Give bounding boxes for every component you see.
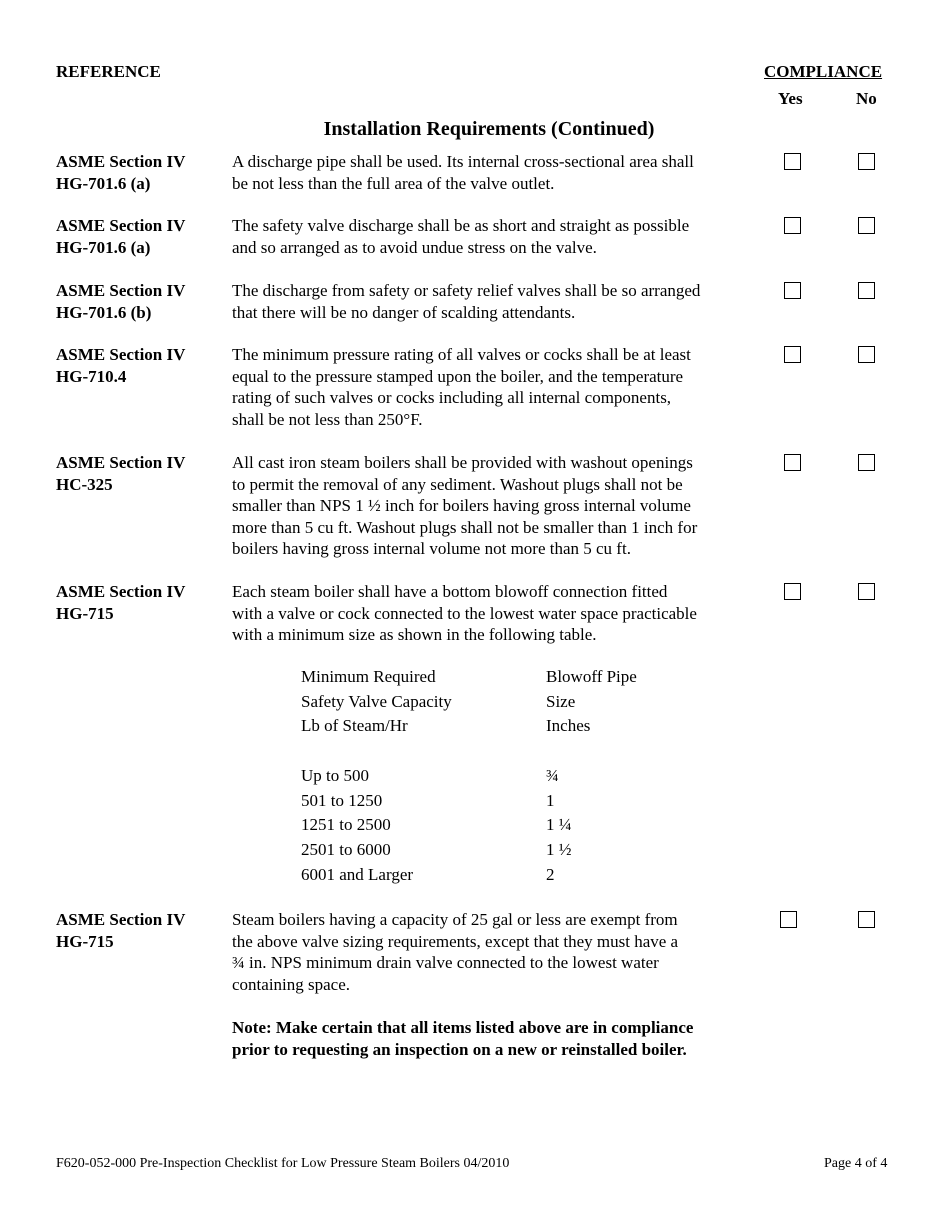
yes-checkbox[interactable] — [784, 346, 801, 363]
reference-line: ASME Section IV — [56, 152, 186, 171]
reference-code: HG-715 — [56, 603, 114, 623]
yes-checkbox[interactable] — [784, 153, 801, 170]
table-cell-capacity: 6001 and Larger — [301, 864, 414, 884]
reference-code: HG-710.4 — [56, 366, 127, 386]
item-reference — [56, 452, 226, 495]
table-cell-size: 1 — [546, 790, 555, 810]
yes-checkbox[interactable] — [784, 454, 801, 471]
text-line: the above valve sizing requirements, except that they must have a — [232, 931, 679, 951]
note-line: Note: Make certain that all items listed above are in compliance — [232, 1018, 694, 1037]
item-requirement-text — [232, 151, 757, 194]
item-reference — [56, 151, 226, 194]
item-reference — [56, 581, 226, 624]
reference-code: HG-701.6 (b) — [56, 302, 152, 322]
reference-code: HG-701.6 (a) — [56, 237, 151, 257]
item-requirement-text — [232, 280, 757, 323]
reference-line: ASME Section IV — [56, 216, 186, 235]
compliance-note — [232, 1017, 757, 1060]
footer-page-number: Page 4 of 4 — [824, 1156, 888, 1171]
text-line: boilers having gross internal volume not more than 5 cu ft. — [232, 539, 631, 558]
item-requirement-text — [232, 909, 757, 995]
text-line: smaller than NPS 1 ½ inch for boilers having gross internal volume — [232, 496, 691, 515]
text-line: containing space. — [232, 974, 351, 994]
table-cell-capacity: 1251 to 2500 — [301, 815, 391, 835]
text-line: The safety valve discharge shall be as short and straight as possible — [232, 216, 690, 235]
table-header-pipe-size: Size — [546, 691, 576, 711]
text-line: with a valve or cock connected to the lowest water space practicable — [232, 603, 697, 623]
text-line: that there will be no danger of scalding attendants. — [232, 302, 576, 322]
table-cell-capacity: 501 to 1250 — [301, 790, 383, 810]
table-cell-size: ¾ — [546, 765, 559, 785]
table-header-pipe-size: Blowoff Pipe — [546, 667, 637, 686]
no-checkbox[interactable] — [858, 583, 875, 600]
reference-line: ASME Section IV — [56, 281, 186, 300]
no-checkbox[interactable] — [858, 911, 875, 928]
item-reference — [56, 909, 226, 952]
item-reference — [56, 344, 226, 387]
reference-line: ASME Section IV — [56, 453, 186, 472]
no-checkbox[interactable] — [858, 282, 875, 299]
yes-column-header: Yes — [778, 89, 803, 108]
text-line: equal to the pressure stamped upon the boiler, and the temperature — [232, 366, 684, 386]
text-line: shall be not less than 250°F. — [232, 409, 423, 429]
table-cell-size: 1 ¼ — [546, 815, 572, 835]
item-requirement-text — [232, 344, 757, 430]
reference-code: HG-701.6 (a) — [56, 173, 151, 193]
table-cell-size: 2 — [546, 864, 555, 884]
item-requirement-text — [232, 581, 757, 646]
text-line: to permit the removal of any sediment. Washout plugs shall not be — [232, 474, 683, 494]
text-line: A discharge pipe shall be used. Its internal cross-sectional area shall — [232, 152, 694, 171]
no-column-header: No — [856, 89, 877, 108]
compliance-column-header: COMPLIANCE — [764, 62, 883, 81]
yes-checkbox[interactable] — [784, 282, 801, 299]
text-line: Steam boilers having a capacity of 25 gal or less are exempt from — [232, 910, 678, 929]
table-header-capacity: Safety Valve Capacity — [301, 691, 452, 711]
item-requirement-text — [232, 452, 757, 560]
text-line: The discharge from safety or safety relief valves shall be so arranged — [232, 281, 701, 300]
text-line: All cast iron steam boilers shall be provided with washout openings — [232, 453, 693, 472]
table-cell-capacity: 2501 to 6000 — [301, 839, 391, 859]
no-checkbox[interactable] — [858, 217, 875, 234]
yes-checkbox[interactable] — [780, 911, 797, 928]
reference-column-header: REFERENCE — [56, 62, 161, 81]
yes-checkbox[interactable] — [784, 583, 801, 600]
reference-code: HG-715 — [56, 931, 114, 951]
no-checkbox[interactable] — [858, 454, 875, 471]
table-header-pipe-size: Inches — [546, 716, 591, 736]
text-line: with a minimum size as shown in the following table. — [232, 625, 597, 644]
text-line: and so arranged as to avoid undue stress on the valve. — [232, 237, 597, 257]
item-reference — [56, 215, 226, 258]
section-title: Installation Requirements (Continued) — [323, 118, 655, 140]
item-requirement-text — [232, 215, 757, 258]
text-line: Each steam boiler shall have a bottom blowoff connection fitted — [232, 582, 668, 601]
no-checkbox[interactable] — [858, 153, 875, 170]
reference-line: ASME Section IV — [56, 582, 186, 601]
yes-checkbox[interactable] — [784, 217, 801, 234]
table-cell-capacity: Up to 500 — [301, 765, 369, 785]
note-line: prior to requesting an inspection on a new or reinstalled boiler. — [232, 1039, 687, 1059]
reference-line: ASME Section IV — [56, 910, 186, 929]
text-line: rating of such valves or cocks including all internal components, — [232, 388, 672, 407]
reference-line: ASME Section IV — [56, 345, 186, 364]
table-header-capacity: Lb of Steam/Hr — [301, 716, 408, 736]
text-line: ¾ in. NPS minimum drain valve connected to the lowest water — [232, 953, 659, 972]
table-cell-size: 1 ½ — [546, 839, 572, 859]
table-header-capacity: Minimum Required — [301, 667, 436, 686]
text-line: more than 5 cu ft. Washout plugs shall not be smaller than 1 inch for — [232, 517, 698, 537]
no-checkbox[interactable] — [858, 346, 875, 363]
text-line: The minimum pressure rating of all valves or cocks shall be at least — [232, 345, 691, 364]
reference-code: HC-325 — [56, 474, 113, 494]
footer-form-title: F620-052-000 Pre-Inspection Checklist for Low Pressure Steam Boilers 04/2010 — [56, 1156, 510, 1171]
text-line: be not less than the full area of the valve outlet. — [232, 173, 555, 193]
item-reference — [56, 280, 226, 323]
